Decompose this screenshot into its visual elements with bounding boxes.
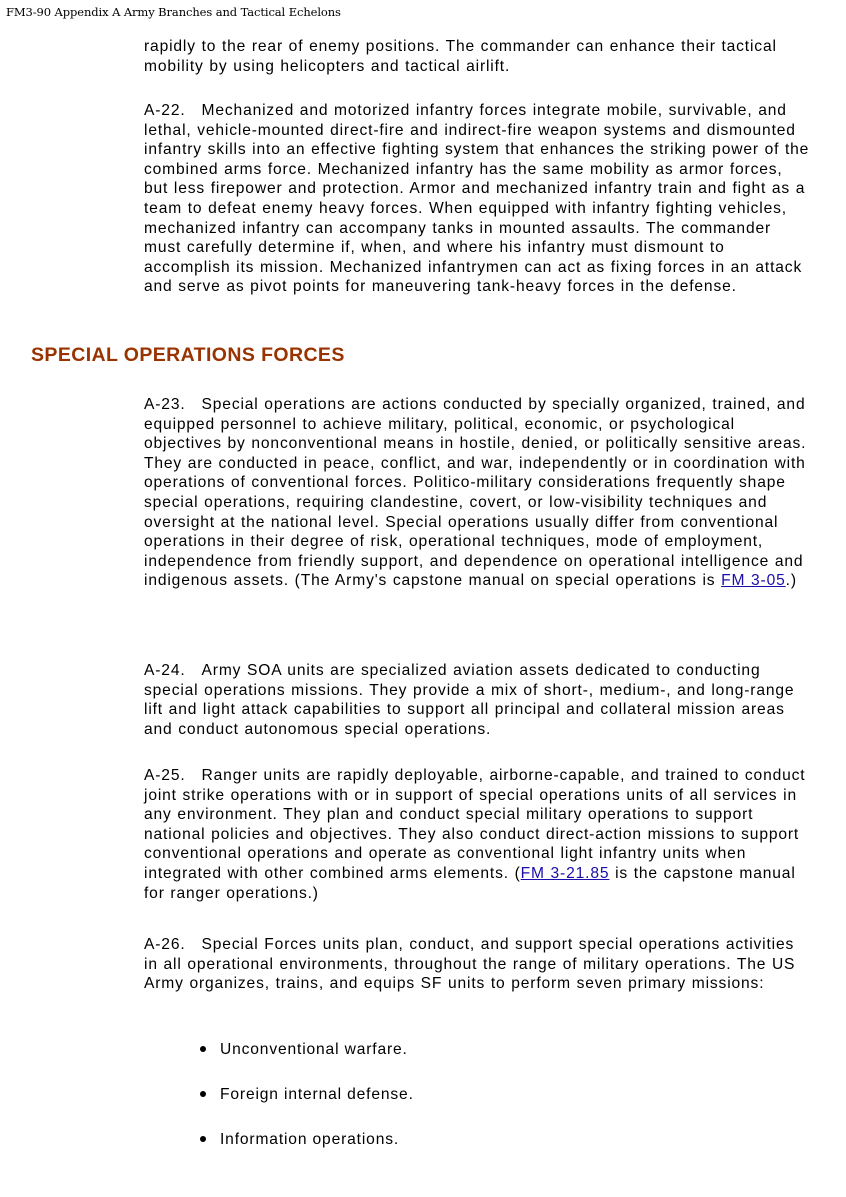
paragraph-continuation bbox=[144, 37, 812, 76]
list-item bbox=[200, 1131, 399, 1149]
paragraph-number: A-25. bbox=[144, 767, 186, 784]
paragraph-text-end: is the capstone manual for ranger operations.) bbox=[144, 864, 796, 902]
paragraph-number: A-23. bbox=[144, 396, 186, 413]
running-header: FM3-90 Appendix A Army Branches and Tactical Echelons bbox=[6, 5, 341, 19]
paragraph-text: Mechanized and motorized infantry forces integrate mobile, survivable, and lethal, vehicle-mounted direct-fire and indirect-fire weapon systems and dismounted infantry skills into an effective fighting system that enhances the striking power of the combined arms force. Mechanized infantry has the same mobility as armor forces, but less firepower and protection. Armor and mechanized infantry train and fight as a team to defeat enemy heavy forces. When equipped with infantry fighting vehicles, mechanized infantry can accompany tanks in mounted assaults. The commander must carefully determine if, when, and where his infantry must dismount to accomplish its mission. Mechanized infantrymen can act as fixing forces in an attack and serve as pivot points for maneuvering tank-heavy forces in the defense. bbox=[144, 102, 810, 296]
paragraph-a23 bbox=[144, 395, 812, 591]
bullet-icon bbox=[200, 1046, 206, 1052]
list-item-text: Foreign internal defense. bbox=[220, 1086, 414, 1103]
paragraph-number: A-22. bbox=[144, 102, 186, 119]
paragraph-number: A-24. bbox=[144, 662, 186, 679]
paragraph-a24 bbox=[144, 661, 812, 739]
paragraph-a22 bbox=[144, 101, 812, 297]
paragraph-text: rapidly to the rear of enemy positions. The commander can enhance their tactical mobility by using helicopters and tactical airlift. bbox=[144, 38, 777, 75]
list-item-text: Information operations. bbox=[220, 1131, 400, 1148]
list-item-text: Unconventional warfare. bbox=[220, 1041, 408, 1058]
paragraph-a25 bbox=[144, 766, 812, 903]
paragraph-text: Ranger units are rapidly deployable, airborne-capable, and trained to conduct joint strike operations with or in support of special operations units of all services in any environment. They plan and conduct special military operations to support national policies and objectives. They also conduct direct-action missions to support conventional operations and operate as conventional light infantry units when integrated with other combined arms elements. ( bbox=[144, 767, 806, 882]
paragraph-text: Special operations are actions conducted by specially organized, trained, and equipped personnel to achieve military, political, economic, or psychological objectives by nonconventional means in hostile, denied, or politically sensitive areas. They are conducted in peace, conflict, and war, independently or in coordination with operations of conventional forces. Politico-military considerations frequently shape special operations, requiring clandestine, covert, or low-visibility techniques and oversight at the national level. Special operations usually differ from conventional operations in their degree of risk, operational techniques, mode of employment, independence from friendly support, and dependence on operational intelligence and indigenous assets. (The Army's capstone manual on special operations is bbox=[144, 396, 807, 590]
paragraph-text: Special Forces units plan, conduct, and support special operations activities in all operational environments, throughout the range of military operations. The US Army organizes, trains, and equips SF units to perform seven primary missions: bbox=[144, 936, 796, 993]
section-heading: SPECIAL OPERATIONS FORCES bbox=[31, 344, 345, 366]
bullet-icon bbox=[200, 1091, 206, 1097]
fm-3-05-link[interactable]: FM 3-05 bbox=[721, 572, 786, 590]
paragraph-text-end: .) bbox=[785, 572, 797, 590]
paragraph-text: Army SOA units are specialized aviation assets dedicated to conducting special operations missions. They provide a mix of short-, medium-, and long-range lift and light attack capabilities to support all principal and collateral mission areas and conduct autonomous special operations. bbox=[144, 662, 795, 738]
list-item bbox=[200, 1086, 414, 1104]
bullet-icon bbox=[200, 1136, 206, 1142]
fm-3-21-85-link[interactable]: FM 3-21.85 bbox=[520, 864, 610, 882]
paragraph-number: A-26. bbox=[144, 936, 186, 953]
paragraph-a26 bbox=[144, 935, 812, 994]
list-item bbox=[200, 1041, 408, 1059]
